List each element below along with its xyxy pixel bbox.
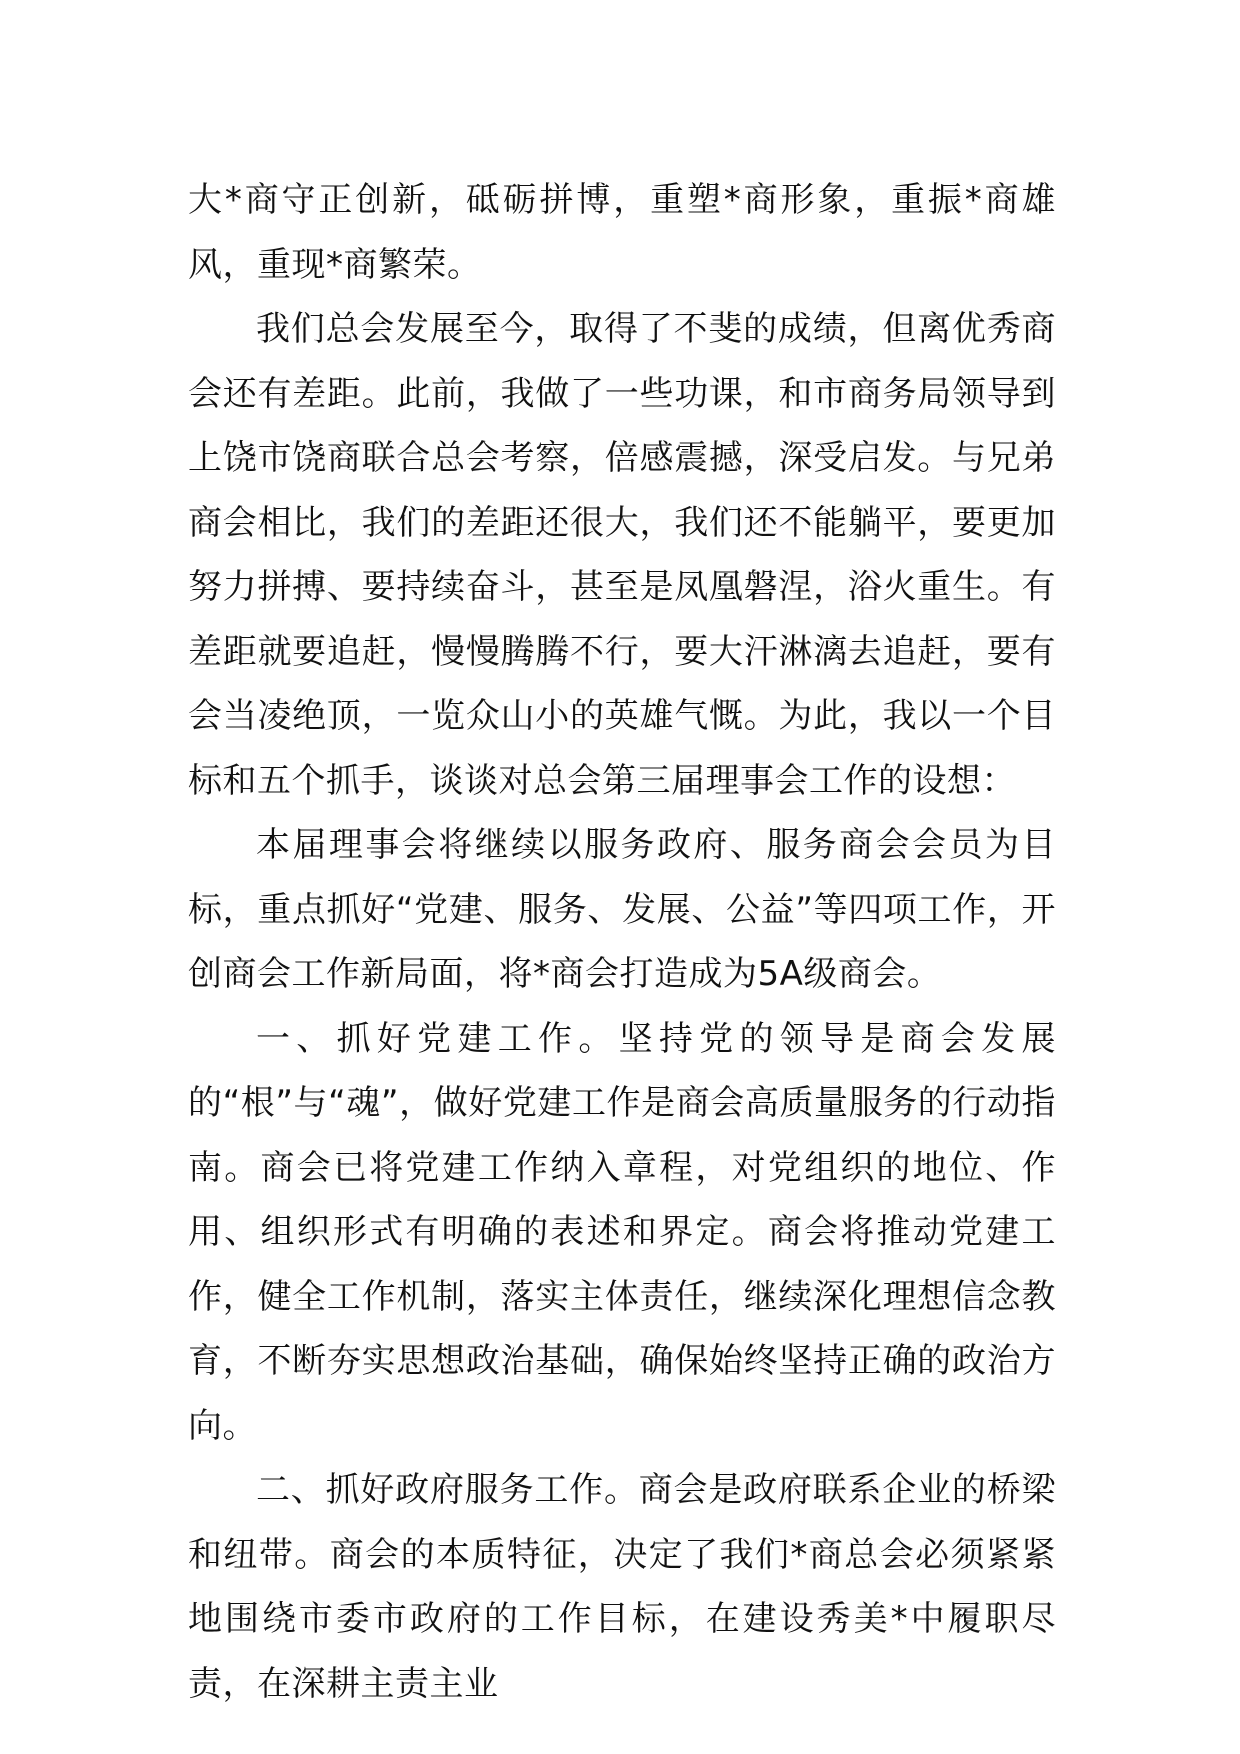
paragraph-party-building: 一、抓好党建工作。坚持党的领导是商会发展的“根”与“魂”，做好党建工作是商会高质量服务的行动指南。商会已将党建工作纳入章程，对党组织的地位、作用、组织形式有明确的表述和界定。商会将推动党建工作，健全工作机制，落实主体责任，继续深化理想信念教育，不断夯实思想政治基础，确保始终坚持正确的政治方向。 — [188, 1018, 1056, 1446]
paragraph-council-goal: 本届理事会将继续以服务政府、服务商会会员为目标，重点抓好“党建、服务、发展、公益”等四项工作，开创商会工作新局面，将*商会打造成为5A级商会。 — [188, 825, 1056, 994]
paragraph-government-service: 二、抓好政府服务工作。商会是政府联系企业的桥梁和纽带。商会的本质特征，决定了我们*商总会必须紧紧地围绕市委市政府的工作目标，在建设秀美*中履职尽责，在深耕主责主业 — [188, 1470, 1056, 1704]
paragraph-gap-analysis: 我们总会发展至今，取得了不斐的成绩，但离优秀商会还有差距。此前，我做了一些功课，和市商务局领导到上饶市饶商联合总会考察，倍感震撼，深受启发。与兄弟商会相比，我们的差距还很大，我们还不能躺平，要更加努力拼搏、要持续奋斗，甚至是凤凰磐涅，浴火重生。有差距就要追赶，慢慢腾腾不行，要大汗淋漓去追赶，要有会当凌绝顶，一览众山小的英雄气慨。为此，我以一个目标和五个抓手，谈谈对总会第三届理事会工作的设想： — [188, 309, 1056, 801]
paragraph-continuation: 大*商守正创新，砥砺拼博，重塑*商形象，重振*商雄风，重现*商繁荣。 — [188, 180, 1056, 285]
document-body — [188, 168, 1056, 1716]
